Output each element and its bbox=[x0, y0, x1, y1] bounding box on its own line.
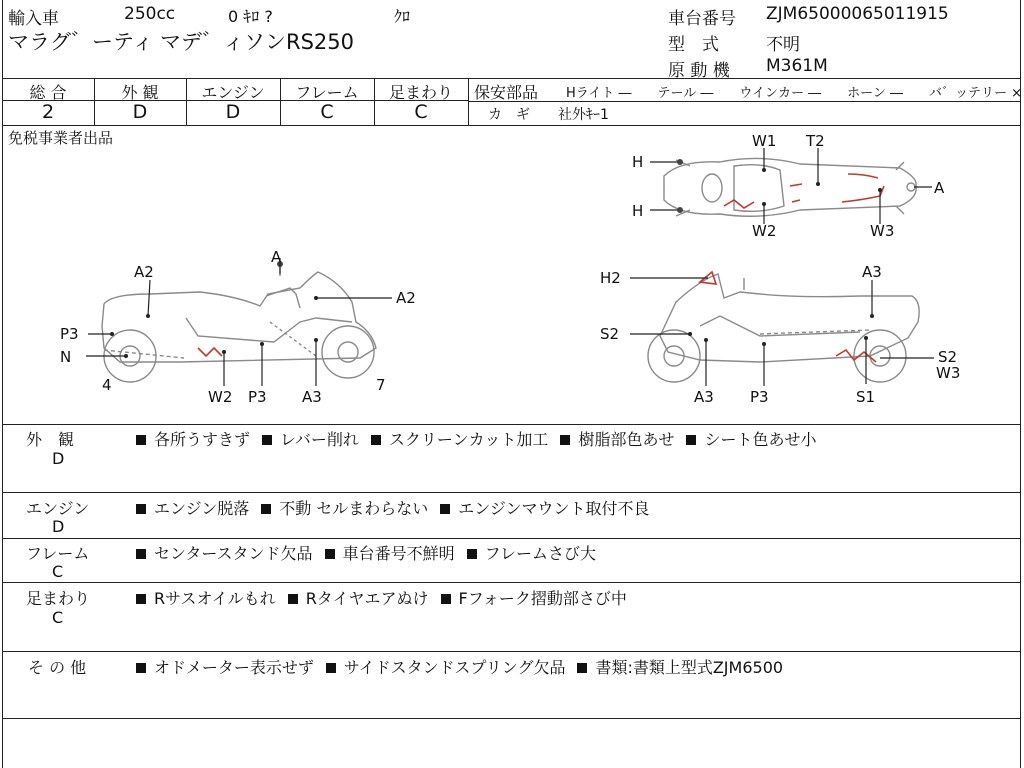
diagram-label: T2 bbox=[806, 132, 825, 150]
diagram-label: 4 bbox=[102, 376, 112, 394]
diagram-label: A3 bbox=[694, 388, 714, 406]
section-title-frame: フレーム bbox=[26, 544, 90, 563]
grade-overall: 2 bbox=[41, 101, 55, 123]
section-title-exterior: 外 観 bbox=[26, 430, 75, 449]
diagram-label: W2 bbox=[752, 222, 777, 240]
diagram-label: A2 bbox=[134, 263, 154, 281]
divider bbox=[2, 582, 1020, 583]
key-status: カ ギ 社外ｷｰ1 bbox=[488, 107, 609, 123]
section-items-exterior bbox=[136, 427, 828, 450]
diagram-label: A bbox=[271, 248, 282, 266]
grade-header-engine: エンジン bbox=[201, 83, 265, 102]
type-value: 不明 bbox=[766, 35, 800, 55]
diagram-label: A3 bbox=[862, 263, 882, 281]
engine-model-label: 原 動 機 bbox=[668, 61, 730, 81]
scooter-left-view bbox=[102, 266, 376, 382]
diagram-label: W1 bbox=[752, 132, 777, 150]
divider bbox=[2, 78, 1020, 79]
defect-item: 車台番号不鮮明 bbox=[342, 544, 455, 563]
diagram-label: P3 bbox=[248, 388, 267, 406]
model-name: マラグ゛ーティ マデ゛ィソンRS250 bbox=[8, 30, 354, 54]
type-label: 型 式 bbox=[668, 35, 719, 55]
defect-item: 樹脂部色あせ bbox=[578, 430, 675, 449]
defect-item: Rサスオイルもれ bbox=[154, 589, 276, 608]
defect-item: Rタイヤエアぬけ bbox=[305, 589, 429, 608]
damage-mark bbox=[836, 350, 876, 362]
defect-item: 書類:書類上型式ZJM6500 bbox=[595, 658, 784, 677]
defect-item: 各所うすきず bbox=[154, 430, 251, 449]
defect-item: シート色あせ小 bbox=[704, 430, 817, 449]
section-grade-exterior: D bbox=[52, 449, 65, 468]
defect-item: 不動 セルまわらない bbox=[279, 499, 429, 518]
grade-header-exterior: 外 観 bbox=[121, 83, 159, 102]
grade-exterior: D bbox=[132, 101, 148, 123]
defect-item: エンジンマウント取付不良 bbox=[458, 499, 650, 518]
section-grade-engine: D bbox=[52, 517, 65, 536]
safety-parts-label: 保安部品 bbox=[474, 83, 539, 102]
color-value: ｸﾛ bbox=[394, 7, 411, 26]
defect-item: サイドスタンドスプリング欠品 bbox=[343, 658, 566, 677]
divider bbox=[2, 651, 1020, 652]
leader-lines bbox=[86, 148, 934, 386]
divider bbox=[2, 492, 1020, 493]
section-items-frame bbox=[136, 541, 608, 564]
mileage: 0 ｷﾛ ? bbox=[228, 7, 273, 26]
section-title-other: そ の 他 bbox=[28, 658, 87, 677]
tax-note: 免税事業者出品 bbox=[8, 129, 114, 147]
scooter-right-view bbox=[648, 274, 919, 382]
diagram-label: W3 bbox=[870, 222, 895, 240]
diagram-label: S1 bbox=[856, 388, 876, 406]
diagram-label: W2 bbox=[208, 388, 233, 406]
diagram-label: P3 bbox=[750, 388, 769, 406]
defect-item: Fフォーク摺動部さび中 bbox=[458, 589, 627, 608]
scooter-top-view bbox=[664, 158, 916, 216]
divider bbox=[2, 718, 1020, 719]
frame-number-label: 車台番号 bbox=[668, 9, 736, 29]
safety-parts-status: Hライト ― テール ― ウインカー ― ホーン ― バ゛ッテリー × bbox=[566, 86, 1023, 101]
section-grade-suspension: C bbox=[52, 608, 64, 627]
defect-item: センタースタンド欠品 bbox=[154, 544, 313, 563]
import-label: 輸入車 bbox=[8, 9, 59, 29]
displacement: 250cc bbox=[124, 4, 176, 24]
diagram-label: H bbox=[632, 153, 644, 171]
diagram-labels bbox=[60, 132, 960, 406]
diagram-label: H2 bbox=[600, 269, 621, 287]
section-title-suspension: 足まわり bbox=[26, 589, 91, 608]
grade-header-frame: フレーム bbox=[295, 83, 359, 102]
damage-mark bbox=[842, 174, 884, 202]
defect-item: フレームさび大 bbox=[484, 544, 596, 563]
diagram-label: 7 bbox=[376, 376, 386, 394]
grade-suspension: C bbox=[414, 101, 428, 123]
defect-item: エンジン脱落 bbox=[154, 499, 250, 518]
frame-number-value: ZJM65000065011915 bbox=[766, 4, 949, 24]
damage-diagram bbox=[0, 126, 1020, 424]
diagram-label: S2 bbox=[600, 325, 620, 343]
border bbox=[1020, 0, 1021, 768]
section-title-engine: エンジン bbox=[26, 499, 90, 518]
diagram-label: N bbox=[60, 348, 72, 366]
diagram-label: P3 bbox=[60, 325, 79, 343]
section-grade-frame: C bbox=[52, 562, 64, 581]
diagram-label: W3 bbox=[936, 364, 961, 382]
diagram-label: H bbox=[632, 202, 644, 220]
section-items-engine bbox=[136, 496, 662, 519]
grade-engine: D bbox=[225, 101, 241, 123]
divider bbox=[468, 101, 1020, 102]
engine-model-value: M361M bbox=[766, 56, 828, 76]
section-items-suspension bbox=[136, 586, 639, 609]
section-items-other bbox=[136, 655, 795, 678]
diagram-label: A bbox=[934, 179, 945, 197]
diagram-label: A2 bbox=[396, 289, 416, 307]
divider bbox=[2, 538, 1020, 539]
diagram-label: A3 bbox=[302, 388, 322, 406]
grade-header-overall: 総 合 bbox=[29, 83, 67, 102]
grade-frame: C bbox=[320, 101, 334, 123]
diagram-label: S2 bbox=[938, 348, 958, 366]
damage-mark bbox=[724, 200, 754, 208]
grade-header-suspension: 足まわり bbox=[388, 83, 453, 102]
defect-item: レバー削れ bbox=[280, 430, 359, 449]
defect-item: スクリーンカット加工 bbox=[388, 430, 549, 449]
damage-mark bbox=[790, 184, 802, 202]
defect-item: オドメーター表示せず bbox=[154, 658, 314, 677]
divider bbox=[2, 424, 1020, 425]
divider bbox=[468, 78, 469, 125]
damage-mark bbox=[198, 348, 222, 356]
